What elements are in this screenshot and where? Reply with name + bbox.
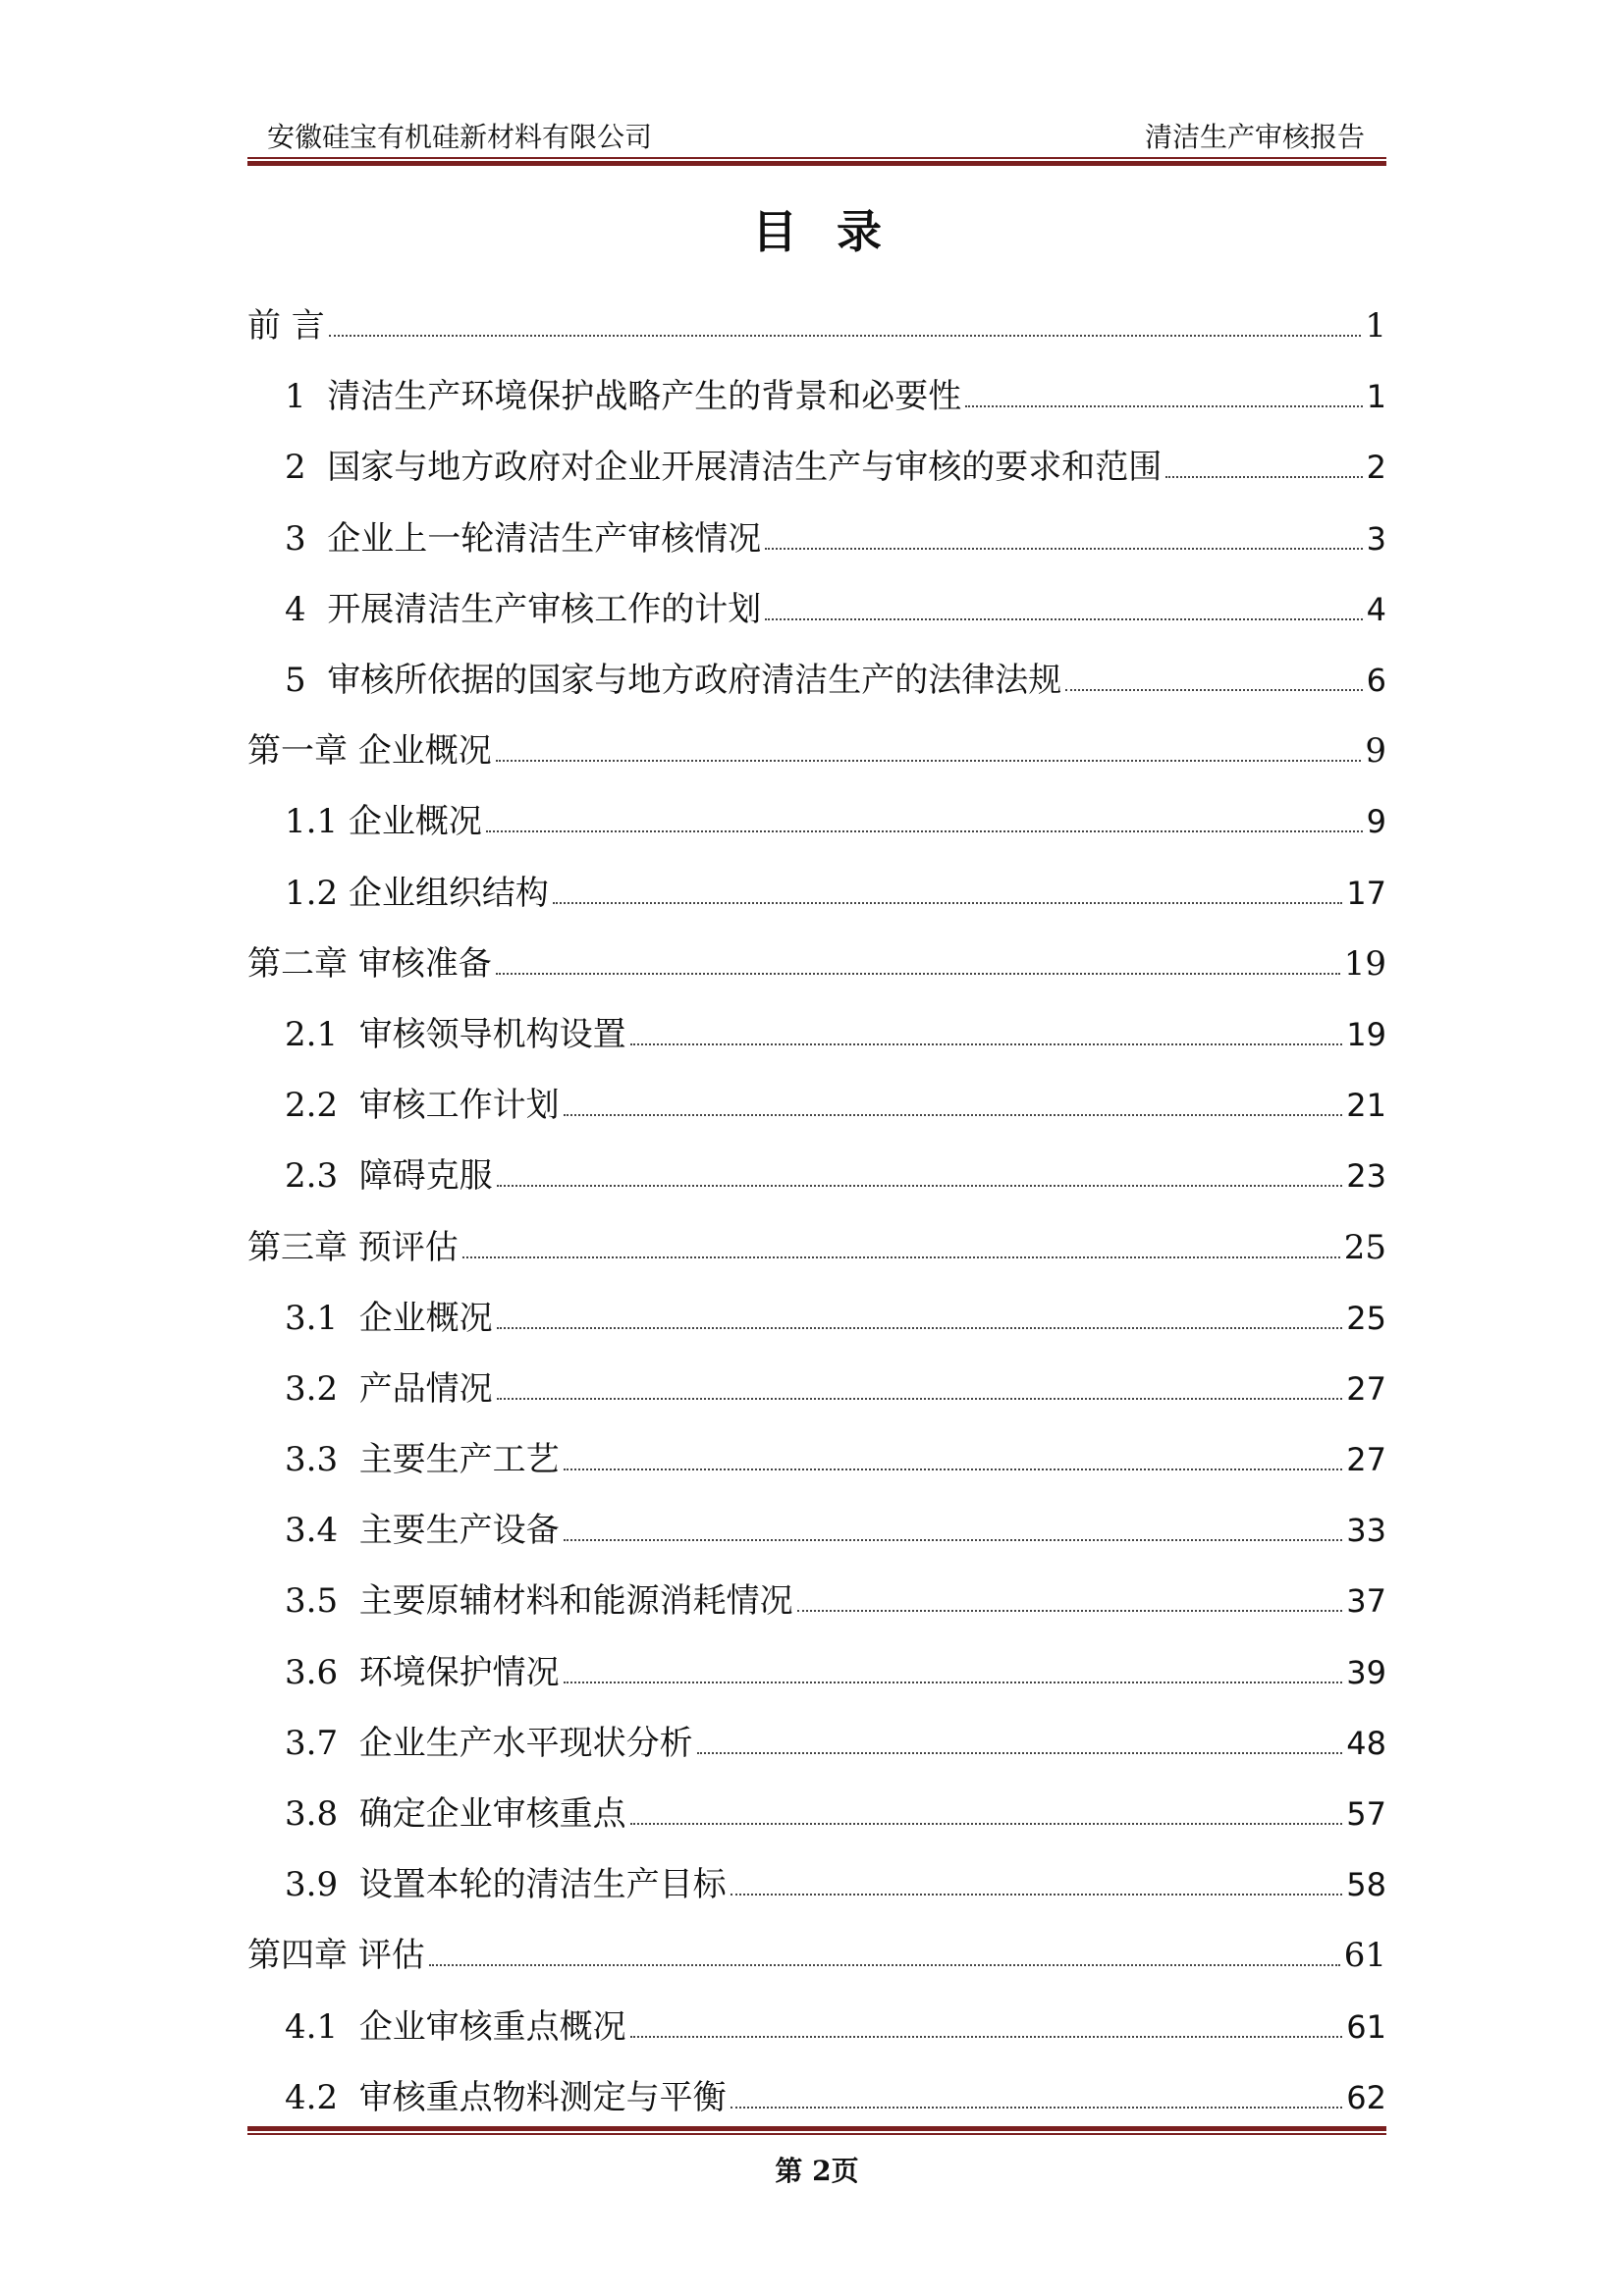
toc-dot-leader [630,2036,1343,2038]
footer-rule-thick [247,2126,1386,2131]
toc-dot-leader [496,760,1362,762]
toc-entry[interactable] [247,999,1386,1070]
toc-entry-number: 3 [285,518,328,559]
toc-dot-leader [564,1468,1343,1470]
toc-dot-leader [553,902,1342,904]
toc-entry-label: 环境保护情况 [358,1652,560,1692]
toc-dot-leader [731,1894,1343,1896]
toc-entry-page: 3 [1366,519,1386,558]
table-of-contents [247,291,1386,2133]
toc-entry-label: 产品情况 [358,1368,493,1409]
toc-entry-label: 设置本轮的清洁生产目标 [358,1865,727,1905]
toc-dot-leader [564,1539,1343,1541]
toc-entry-number: 4.2 [285,2077,359,2117]
header-company-name: 安徽硅宝有机硅新材料有限公司 [267,121,653,153]
toc-entry-number: 3.8 [285,1794,359,1835]
toc-entry-label: 第三章 预评估 [247,1227,459,1267]
toc-entry-page: 27 [1346,1369,1386,1408]
toc-entry-label: 审核领导机构设置 [358,1014,626,1054]
toc-dot-leader [329,335,1362,337]
toc-entry[interactable] [247,1141,1386,1211]
toc-entry-number: 2.1 [285,1014,359,1054]
toc-entry[interactable] [247,1566,1386,1636]
toc-entry-page: 19 [1343,943,1386,984]
toc-entry[interactable] [247,2062,1386,2133]
toc-entry[interactable] [247,858,1386,929]
toc-entry-label: 审核所依据的国家与地方政府清洁生产的法律法规 [327,661,1062,701]
toc-dot-leader [965,405,1362,407]
toc-entry-label: 主要原辅材料和能源消耗情况 [358,1581,793,1622]
toc-dot-leader [797,1610,1343,1612]
toc-entry-page: 25 [1343,1227,1386,1267]
toc-entry[interactable] [247,504,1386,574]
toc-entry-label: 企业概况 [348,802,482,842]
header-report-title: 清洁生产审核报告 [1144,121,1365,153]
toc-dot-leader [429,1964,1340,1966]
toc-entry-page: 4 [1366,590,1386,628]
footer-rule-thin [247,2133,1386,2135]
header-rule-thick [247,161,1386,166]
toc-entry-label: 审核重点物料测定与平衡 [358,2077,727,2117]
toc-entry-number: 3.2 [285,1368,359,1409]
toc-dot-leader [564,1114,1343,1116]
toc-dot-leader [497,1327,1343,1329]
toc-entry-page: 57 [1346,1795,1386,1834]
toc-dot-leader [697,1752,1343,1754]
toc-entry-number: 3.1 [285,1298,359,1338]
toc-dot-leader [564,1682,1343,1683]
toc-dot-leader [630,1043,1343,1045]
toc-entry-page: 27 [1346,1441,1386,1479]
toc-entry-page: 1 [1366,378,1386,416]
toc-entry-number: 2.2 [285,1086,359,1126]
toc-entry-page: 25 [1346,1299,1386,1337]
toc-entry-number: 5 [285,661,328,701]
toc-entry-label: 企业概况 [358,1298,493,1338]
toc-entry[interactable] [247,716,1386,786]
toc-dot-leader [462,1256,1340,1258]
toc-entry-page: 1 [1365,306,1386,347]
toc-entry-number: 2.3 [285,1156,359,1197]
toc-entry-number: 4 [285,589,328,629]
toc-entry-label: 国家与地方政府对企业开展清洁生产与审核的要求和范围 [327,448,1163,488]
toc-entry-label: 前 言 [247,306,325,347]
toc-entry-page: 19 [1346,1015,1386,1053]
toc-dot-leader [496,973,1340,975]
toc-dot-leader [765,548,1362,550]
toc-entry-page: 23 [1346,1157,1386,1196]
toc-entry-number: 3.7 [285,1723,359,1763]
toc-entry-number: 2 [285,448,328,488]
toc-entry-label: 清洁生产环境保护战略产生的背景和必要性 [327,377,962,417]
toc-entry[interactable] [247,1424,1386,1495]
toc-entry-page: 62 [1346,2078,1386,2116]
toc-entry-label: 障碍克服 [358,1156,493,1197]
toc-entry[interactable] [247,574,1386,645]
toc-entry-label: 审核工作计划 [358,1086,560,1126]
toc-entry[interactable] [247,1354,1386,1424]
toc-dot-leader [1165,476,1362,478]
toc-entry-page: 9 [1365,731,1386,772]
toc-entry-label: 开展清洁生产审核工作的计划 [327,589,762,629]
toc-dot-leader [731,2107,1343,2109]
toc-entry-label: 企业上一轮清洁生产审核情况 [327,518,762,559]
toc-dot-leader [497,1398,1343,1400]
toc-entry[interactable] [247,1070,1386,1141]
toc-entry-label: 确定企业审核重点 [358,1794,626,1835]
toc-dot-leader [486,830,1363,832]
toc-entry-page: 9 [1366,803,1386,841]
toc-entry-label: 主要生产设备 [358,1511,560,1551]
page-header [247,116,1386,151]
toc-entry[interactable] [247,1283,1386,1354]
toc-entry-number: 4.1 [285,2006,359,2047]
page-title: 目录 [752,205,921,258]
toc-entry-label: 第二章 审核准备 [247,943,492,984]
toc-entry-page: 58 [1346,1866,1386,1904]
toc-entry-number: 1 [285,377,328,417]
toc-entry-page: 39 [1346,1653,1386,1691]
toc-entry[interactable] [247,1495,1386,1566]
toc-entry-number: 3.3 [285,1440,359,1480]
toc-entry[interactable] [247,645,1386,716]
toc-entry[interactable] [247,1211,1386,1282]
toc-dot-leader [765,618,1362,620]
toc-entry-page: 61 [1343,1936,1386,1976]
toc-entry[interactable] [247,1849,1386,1920]
toc-entry-label: 主要生产工艺 [358,1440,560,1480]
toc-entry-number: 1.1 [285,802,349,842]
toc-entry-page: 33 [1346,1512,1386,1550]
toc-entry[interactable] [247,929,1386,999]
toc-entry-number: 3.5 [285,1581,359,1622]
toc-entry-page: 17 [1346,874,1386,912]
toc-entry[interactable] [247,291,1386,361]
toc-entry[interactable] [247,432,1386,503]
toc-entry-page: 61 [1346,2007,1386,2046]
toc-entry[interactable] [247,1637,1386,1708]
toc-entry[interactable] [247,361,1386,432]
toc-entry-number: 3.4 [285,1511,359,1551]
toc-dot-leader [497,1185,1343,1187]
toc-dot-leader [1065,689,1362,691]
toc-entry-label: 企业审核重点概况 [358,2006,626,2047]
toc-entry-label: 企业组织结构 [348,873,549,913]
toc-entry-number: 1.2 [285,873,349,913]
toc-entry-label: 第一章 企业概况 [247,731,492,772]
toc-dot-leader [630,1823,1343,1825]
toc-entry-number: 3.6 [285,1652,359,1692]
toc-entry-page: 2 [1366,449,1386,487]
toc-entry-page: 6 [1366,662,1386,700]
toc-entry[interactable] [247,1779,1386,1849]
page-number: 第 2页 [775,2155,859,2187]
toc-entry[interactable] [247,786,1386,857]
toc-entry-label: 企业生产水平现状分析 [358,1723,693,1763]
header-rule-thin [247,157,1386,159]
toc-entry-page: 21 [1346,1087,1386,1125]
toc-entry[interactable] [247,1920,1386,1991]
toc-entry-page: 48 [1346,1724,1386,1762]
toc-entry[interactable] [247,1992,1386,2062]
toc-entry-number: 3.9 [285,1865,359,1905]
toc-entry-page: 37 [1346,1582,1386,1621]
toc-entry-label: 第四章 评估 [247,1936,425,1976]
toc-entry[interactable] [247,1708,1386,1779]
